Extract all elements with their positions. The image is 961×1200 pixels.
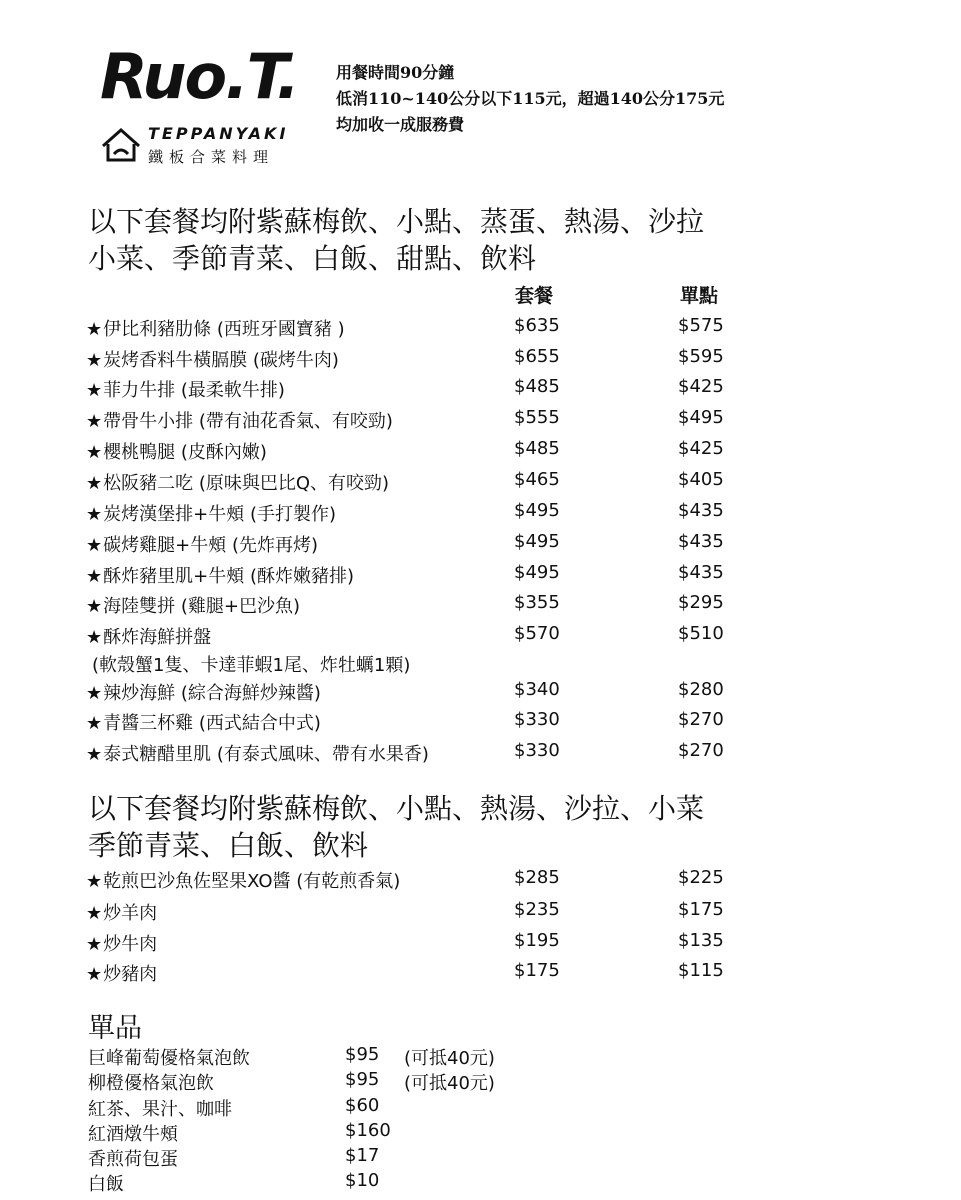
menu-item-name: [86, 709, 321, 735]
menu-item-name: [86, 899, 157, 925]
single-price: $405: [678, 469, 724, 490]
single-price: $280: [678, 679, 724, 700]
star-icon: ★: [86, 566, 103, 587]
single-price: $270: [678, 709, 724, 730]
menu-item-label: 炒牛肉: [103, 934, 158, 955]
menu-item-row: [86, 407, 746, 433]
section1-heading-line1: 以下套餐均附紫蘇梅飲、小點、蒸蛋、熱湯、沙拉: [88, 205, 705, 238]
star-icon: ★: [86, 535, 103, 556]
single-price: $510: [678, 623, 724, 644]
house-icon: [100, 124, 142, 164]
star-icon: ★: [86, 871, 103, 892]
set-price: $465: [514, 469, 560, 490]
star-icon: ★: [86, 504, 103, 525]
menu-item-name: [86, 679, 321, 705]
menu-item-row: [86, 930, 746, 956]
menu-item-name: [86, 740, 429, 766]
menu-item-name: [86, 315, 345, 341]
single-item-price: $10: [345, 1170, 380, 1191]
single-item-price: $95: [345, 1044, 380, 1065]
set-price: $355: [514, 592, 560, 613]
star-icon: ★: [86, 713, 103, 734]
single-item-price: $160: [345, 1120, 391, 1141]
menu-item-row: [86, 531, 746, 557]
single-price: $115: [678, 960, 724, 981]
single-price: $495: [678, 407, 724, 428]
set-price: $330: [514, 709, 560, 730]
set-price: $285: [514, 867, 560, 888]
singles-title: 單品: [88, 1013, 142, 1044]
menu-item-label: 泰式糖醋里肌 (有泰式風味、帶有水果香): [103, 744, 429, 765]
star-icon: ★: [86, 744, 103, 765]
column-header-set: 套餐: [515, 285, 554, 307]
menu-item-name: [86, 867, 400, 893]
single-item-price: $95: [345, 1069, 380, 1090]
single-item-name: 紅酒燉牛頰: [88, 1124, 178, 1145]
menu-item-label: 菲力牛排 (最柔軟牛排): [103, 380, 285, 401]
section2-heading-line1: 以下套餐均附紫蘇梅飲、小點、熱湯、沙拉、小菜: [88, 792, 705, 825]
menu-item-row: [86, 867, 746, 893]
single-price: $595: [678, 346, 724, 367]
menu-item-name: [86, 930, 157, 956]
section1-heading-line2: 小菜、季節青菜、白飯、甜點、飲料: [88, 242, 537, 275]
single-item-name: 白飯: [88, 1174, 124, 1195]
set-price: $570: [514, 623, 560, 644]
menu-item-name: [86, 623, 211, 649]
menu-item-label: 炒豬肉: [103, 964, 158, 985]
set-price: $555: [514, 407, 560, 428]
menu-item-row: [86, 562, 746, 588]
star-icon: ★: [86, 683, 103, 704]
single-price: $295: [678, 592, 724, 613]
menu-item-row: [86, 899, 746, 925]
single-price: $575: [678, 315, 724, 336]
single-item-note: (可抵40元): [404, 1073, 495, 1094]
star-icon: ★: [86, 473, 103, 494]
logo-brand: Ruo.T.: [100, 40, 298, 113]
star-icon: ★: [86, 411, 103, 432]
menu-item-name: [86, 500, 336, 526]
logo-tagline: TEPPANYAKI: [148, 124, 289, 143]
set-price: $330: [514, 740, 560, 761]
set-price: $175: [514, 960, 560, 981]
single-price: $435: [678, 500, 724, 521]
set-price: $485: [514, 376, 560, 397]
star-icon: ★: [86, 350, 103, 371]
menu-item-row: [86, 376, 746, 402]
menu-item-name: [86, 469, 389, 495]
set-price: $635: [514, 315, 560, 336]
single-price: $425: [678, 376, 724, 397]
notice-line: 低消110~140公分以下115元，超過140公分175元: [336, 89, 725, 108]
menu-item-row: [86, 346, 746, 372]
logo-subtitle: 鐵板合菜料理: [148, 148, 275, 166]
set-price: $235: [514, 899, 560, 920]
menu-item-row: [86, 740, 746, 766]
set-price: $495: [514, 500, 560, 521]
single-price: $435: [678, 531, 724, 552]
menu-item-row: [86, 438, 746, 464]
menu-item-name: [86, 592, 300, 618]
star-icon: ★: [86, 627, 103, 648]
menu-item-label: 酥炸海鮮拼盤: [103, 627, 212, 648]
set-price: $655: [514, 346, 560, 367]
menu-item-label: 碳烤雞腿+牛頰 (先炸再烤): [103, 535, 318, 556]
menu-item-row: [86, 592, 746, 618]
menu-item-label: 炒羊肉: [103, 903, 158, 924]
single-item-note: (可抵40元): [404, 1048, 495, 1069]
star-icon: ★: [86, 380, 103, 401]
single-item-name: 香煎荷包蛋: [88, 1149, 178, 1170]
single-price: $135: [678, 930, 724, 951]
section2-heading: [88, 790, 704, 864]
dining-notice: [336, 60, 724, 138]
section2-heading-line2: 季節青菜、白飯、飲料: [88, 829, 369, 862]
menu-item-row: [86, 500, 746, 526]
set-price: $195: [514, 930, 560, 951]
set-price: $340: [514, 679, 560, 700]
single-item-price: $60: [345, 1095, 380, 1116]
restaurant-logo: [100, 40, 315, 170]
single-price: $225: [678, 867, 724, 888]
single-item-price: $17: [345, 1145, 380, 1166]
set-price: $485: [514, 438, 560, 459]
menu-item-name: [86, 407, 393, 433]
star-icon: ★: [86, 596, 103, 617]
menu-item-label: 青醬三杯雞 (西式結合中式): [103, 713, 321, 734]
single-price: $175: [678, 899, 724, 920]
menu-item-name: [86, 438, 267, 464]
menu-item-name: [86, 562, 354, 588]
star-icon: ★: [86, 934, 103, 955]
menu-item-row: [86, 315, 746, 341]
menu-item-label: 炭烤漢堡排+牛頰 (手打製作): [103, 504, 336, 525]
star-icon: ★: [86, 964, 103, 985]
menu-item-row: [86, 623, 746, 676]
menu-item-name: [86, 531, 318, 557]
menu-item-label: 酥炸豬里肌+牛頰 (酥炸嫩豬排): [103, 566, 354, 587]
star-icon: ★: [86, 903, 103, 924]
menu-item-note: (軟殼蟹1隻、卡達菲蝦1尾、炸牡蠣1顆): [92, 655, 411, 676]
menu-item-label: 松阪豬二吃 (原味與巴比Q、有咬勁): [103, 473, 390, 494]
single-price: $270: [678, 740, 724, 761]
menu-item-row: [86, 960, 746, 986]
single-item-name: 柳橙優格氣泡飲: [88, 1073, 214, 1094]
menu-item-label: 辣炒海鮮 (綜合海鮮炒辣醬): [103, 683, 321, 704]
menu-item-row: [86, 709, 746, 735]
notice-line: 用餐時間90分鐘: [336, 63, 455, 82]
menu-item-row: [86, 469, 746, 495]
menu-item-name: [86, 346, 339, 372]
section1-heading: [88, 203, 704, 277]
menu-item-label: 炭烤香料牛橫膈膜 (碳烤牛肉): [103, 350, 339, 371]
menu-item-row: [86, 679, 746, 705]
menu-item-label: 帶骨牛小排 (帶有油花香氣、有咬勁): [103, 411, 393, 432]
menu-item-label: 伊比利豬肋條 (西班牙國寶豬 ): [103, 319, 345, 340]
star-icon: ★: [86, 442, 103, 463]
single-item-name: 紅茶、果汁、咖啡: [88, 1099, 232, 1120]
column-header-single: 單點: [680, 285, 719, 307]
notice-line: 均加收一成服務費: [336, 115, 465, 134]
menu-item-name: [86, 960, 157, 986]
menu-item-label: 乾煎巴沙魚佐堅果XO醬 (有乾煎香氣): [103, 871, 401, 892]
menu-item-label: 海陸雙拼 (雞腿+巴沙魚): [103, 596, 300, 617]
single-item-name: 巨峰葡萄優格氣泡飲: [88, 1048, 250, 1069]
set-price: $495: [514, 531, 560, 552]
single-price: $425: [678, 438, 724, 459]
star-icon: ★: [86, 319, 103, 340]
menu-item-label: 櫻桃鴨腿 (皮酥內嫩): [103, 442, 267, 463]
single-price: $435: [678, 562, 724, 583]
set-price: $495: [514, 562, 560, 583]
menu-item-name: [86, 376, 285, 402]
